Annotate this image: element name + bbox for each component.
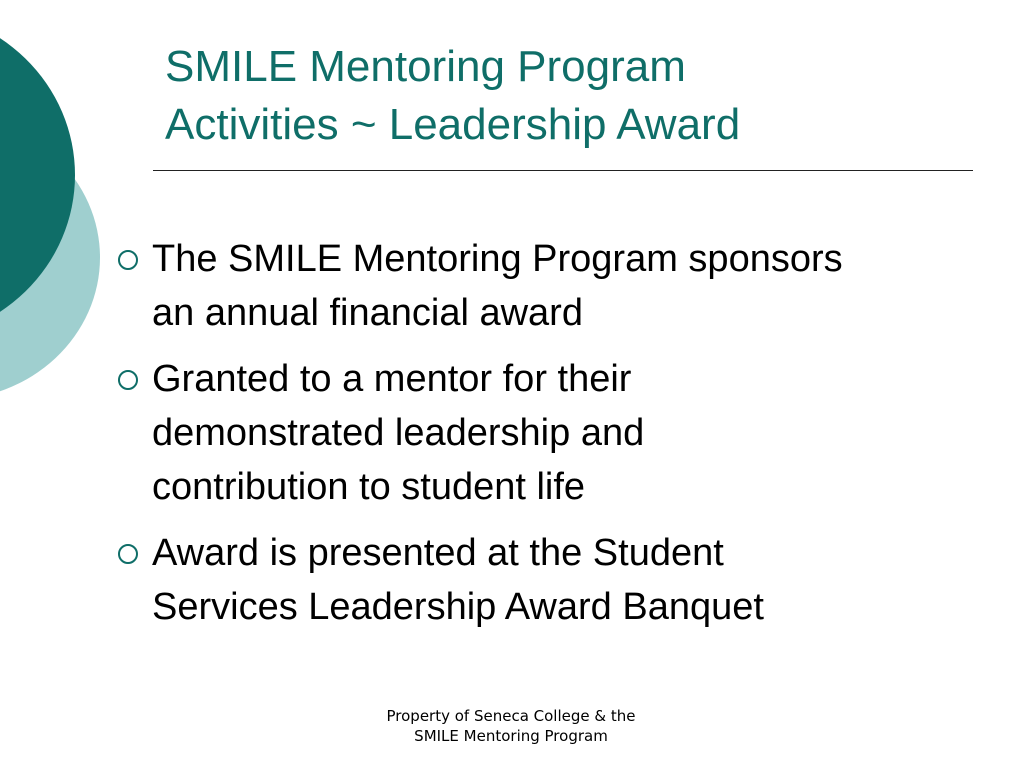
- title-divider: [153, 170, 973, 171]
- hollow-circle-bullet-icon: [118, 544, 138, 564]
- slide-title-line: Activities ~ Leadership Award: [165, 100, 741, 149]
- bullet-text-line: Services Leadership Award Banquet: [152, 586, 764, 628]
- bullet-text-line: Granted to a mentor for their: [152, 358, 632, 400]
- slide-footer: [330, 706, 692, 746]
- slide-title: [165, 38, 985, 154]
- bullet-item: [112, 526, 1002, 634]
- bullet-text-line: The SMILE Mentoring Program sponsors: [152, 238, 843, 280]
- bullet-text-line: demonstrated leadership and: [152, 412, 645, 454]
- footer-line: SMILE Mentoring Program: [414, 727, 608, 745]
- hollow-circle-bullet-icon: [118, 250, 138, 270]
- bullet-list: [112, 232, 1002, 646]
- bullet-item: [112, 352, 1002, 514]
- hollow-circle-bullet-icon: [118, 370, 138, 390]
- slide-title-line: SMILE Mentoring Program: [165, 42, 686, 91]
- bullet-text-line: Award is presented at the Student: [152, 532, 724, 574]
- bullet-item: [112, 232, 1002, 340]
- footer-line: Property of Seneca College & the: [386, 707, 636, 725]
- bullet-text-line: an annual financial award: [152, 292, 583, 334]
- bullet-text-line: contribution to student life: [152, 466, 586, 508]
